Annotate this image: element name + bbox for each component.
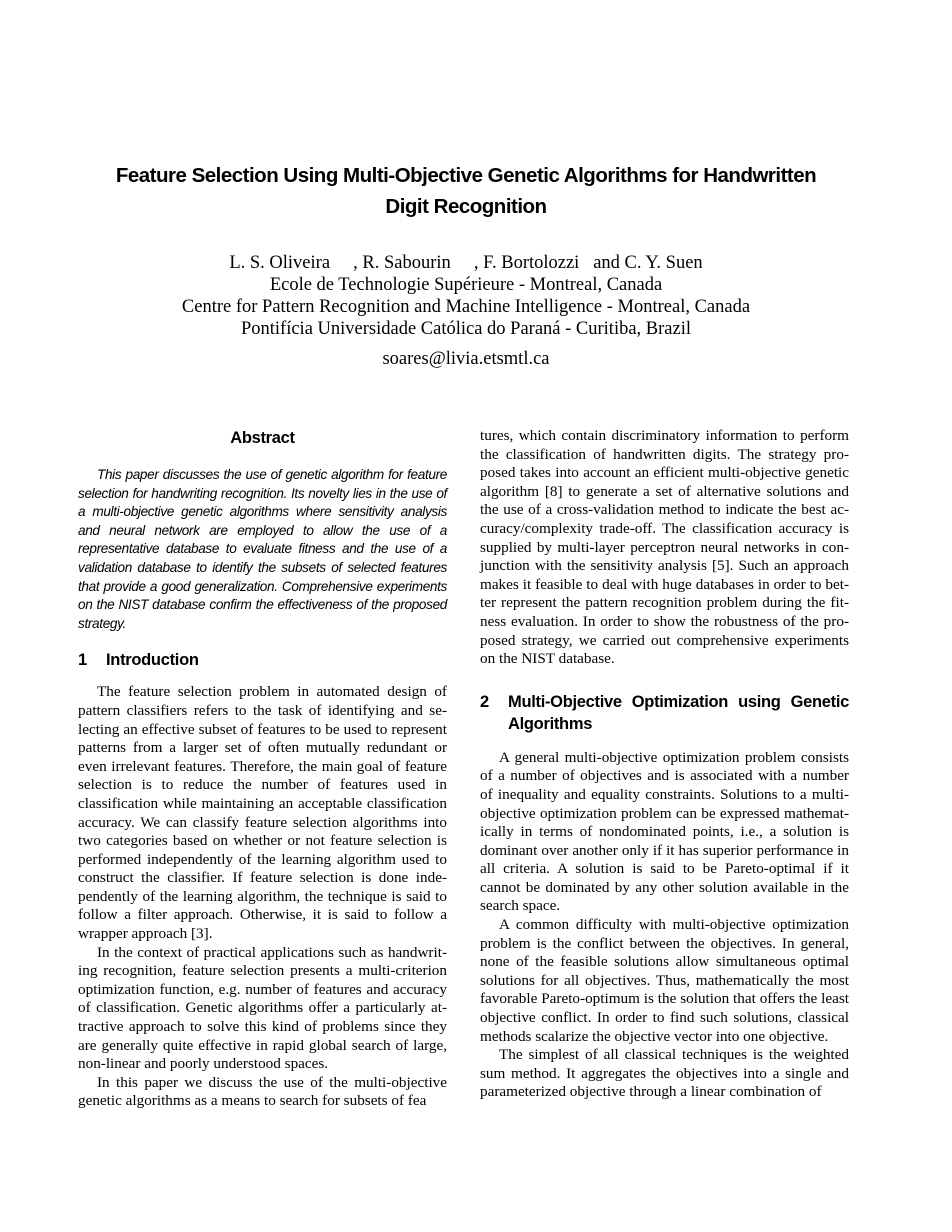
affiliation-1: Ecole de Technologie Supérieure - Montreal, Canada [269, 275, 663, 295]
author-list: L. S. Oliveira , R. Sabourin , F. Bortolozzi and C. Y. Suen [229, 253, 703, 273]
paper-title-line-1: Feature Selection Using Multi-Objective Genetic Algorithms for Handwritten [115, 164, 817, 187]
affiliation-2: Centre for Pattern Recognition and Machine Intelligence - Montreal, Canada [181, 297, 751, 317]
abstract-text: This paper discusses the use of genetic algorithm for feature selection for handwriting recognition. Its novelty lies in the use of a multi-objective genetic algorithms where sensitivity analysis and neural network are employed to allow the use of a representative database to evaluate fitness and the use of a validation database to identify the subsets of selected features that provide a good generalization. Comprehensive experiments on the NIST database confirm the effectiveness of the proposed strategy. [78, 467, 447, 631]
intro-paragraph-2: In the context of practical applications such as handwriting recognition, feature selection presents a multi-criterion optimization function, e.g. number of features and accuracy of classification. Genetic algorithms offer a particularly attractive approach to solve this kind of problems since they are generally quite effective in rapid global search of large, non-linear and poorly understood spaces. [78, 943, 447, 1073]
section-heading-introduction [78, 649, 447, 671]
intro-paragraph-1: The feature selection problem in automated design of pattern classifiers refers to the task of identifying and selecting an effective subset of features to be used to represent patterns from a larger set of often mutually redundant or even irrelevant features. Therefore, the main goal of feature selection is to reduce the number of features used in classification while maintaining an acceptable classification accuracy. We can classify feature selection algorithms into two categories based on whether or not feature selection is performed independently of the learning algorithm used to construct the classifier. If feature selection is done independently of the learning algorithm, the technique is said to follow a filter approach. Otherwise, it is said to follow a wrapper approach [3]. [78, 683, 447, 943]
moo-paragraph-1: A general multi-objective optimization problem consists of a number of objectives and is associated with a number of inequality and equality constraints. Solutions to a multiobjective optimization problem can be expressed mathematically in terms of nondominated points, i.e., a solution is dominant over another only if it has superior performance in all criteria. A solution is said to be Pareto-optimal if it cannot be dominated by any other solution available in the search space. [480, 748, 849, 915]
author-block [80, 252, 852, 340]
affiliation-3: Pontifícia Universidade Católica do Paraná - Curitiba, Brazil [240, 319, 692, 339]
right-column [480, 427, 849, 1102]
section-number: 1 [78, 651, 87, 670]
abstract-heading: Abstract [230, 429, 295, 447]
paper-title-line-2: Digit Recognition [385, 195, 547, 218]
paper-title [80, 160, 852, 222]
section-heading-multi-objective [480, 691, 849, 735]
left-column [78, 427, 447, 1111]
moo-paragraph-3: The simplest of all classical techniques is the weighted sum method. It aggregates the objectives into a single and parameterized objective through a linear combination of [480, 1046, 849, 1101]
section-title: Multi-Objective Optimization using Genetic Algorithms [508, 692, 849, 733]
intro-paragraph-3-continued: tures, which contain discriminatory information to perform the classification of handwritten digits. The strategy proposed takes into account an efficient multi-objective genetic algorithm [8] to generate a set of alternative solutions and the use of a cross-validation method to indicate the best accuracy/complexity trade-off. The classification accuracy is supplied by multi-layer perceptron neural networks in conjunction with the sensitivity analysis [5]. Such an approach makes it feasible to deal with huge databases in order to better represent the pattern recognition problem during the fitness evaluation. In order to show the robustness of the proposed strategy, we carried out comprehensive experiments on the NIST database. [480, 427, 849, 668]
intro-paragraph-3: In this paper we discuss the use of the multi-objective genetic algorithms as a means to search for subsets of fea [78, 1073, 447, 1110]
section-title: Introduction [106, 651, 199, 670]
section-number: 2 [480, 692, 489, 711]
moo-paragraph-2: A common difficulty with multi-objective optimization problem is the conflict between the objectives. In general, none of the feasible solutions allow simultaneous optimal solutions for all objectives. Thus, mathematically the most favorable Pareto-optimum is the solution that offers the least objective conflict. In order to find such solutions, classical methods scalarize the objective vector into one objective. [480, 916, 849, 1045]
author-email: soares@livia.etsmtl.ca [382, 349, 550, 369]
